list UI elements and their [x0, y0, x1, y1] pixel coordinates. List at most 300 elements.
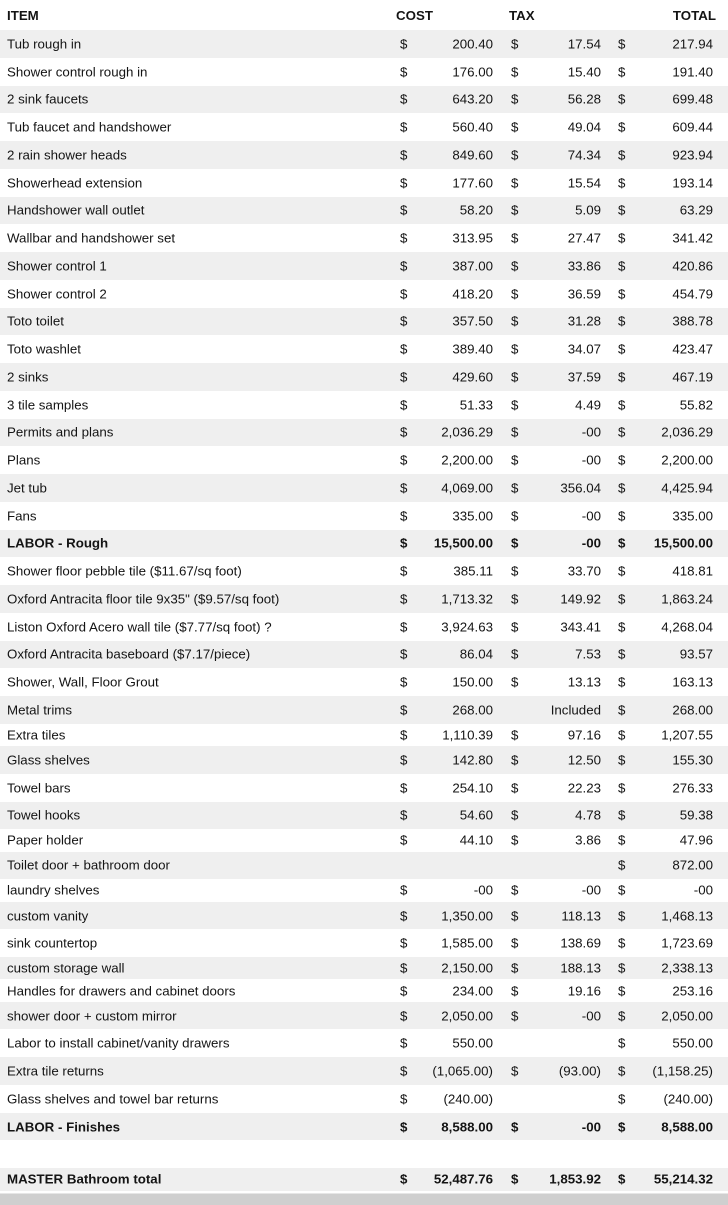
tax-currency: $: [511, 960, 519, 976]
table-row[interactable]: [0, 613, 728, 641]
total-currency: $: [618, 424, 626, 440]
tax-cell: 74.34: [567, 147, 601, 163]
table-row[interactable]: [0, 391, 728, 419]
table-row[interactable]: [0, 335, 728, 363]
cost-currency: $: [400, 1091, 408, 1107]
tax-currency: $: [511, 563, 519, 579]
item-cell: Extra tiles: [7, 727, 66, 743]
total-cell: 699.48: [672, 91, 713, 107]
cost-currency: $: [400, 508, 408, 524]
tax-cell: 7.53: [575, 646, 601, 662]
table-row[interactable]: [0, 557, 728, 585]
total-currency: $: [618, 341, 626, 357]
cost-currency: $: [400, 1008, 408, 1024]
tax-currency: $: [511, 202, 519, 218]
cost-cell: 385.11: [453, 563, 493, 579]
tax-cell: 17.54: [567, 36, 601, 52]
tax-cell: 356.04: [560, 480, 601, 496]
total-cell: 93.57: [679, 646, 713, 662]
cost-cell: 2,050.00: [441, 1008, 493, 1024]
total-currency: $: [618, 1091, 626, 1107]
total-cell: 4,425.94: [661, 480, 713, 496]
item-cell: Liston Oxford Acero wall tile ($7.77/sq foot) ?: [7, 619, 272, 635]
item-cell: 2 sink faucets: [7, 91, 89, 107]
cost-cell: 86.04: [459, 646, 493, 662]
tax-cell: 188.13: [560, 960, 601, 976]
table-row[interactable]: [0, 141, 728, 169]
tax-cell: 12.50: [567, 752, 601, 768]
tax-currency: $: [511, 591, 519, 607]
cost-currency: $: [400, 935, 408, 951]
table-row[interactable]: [0, 802, 728, 830]
cost-currency: $: [400, 424, 408, 440]
tax-currency: $: [511, 1008, 519, 1024]
cost-cell: 142.80: [452, 752, 493, 768]
cost-cell: 4,069.00: [441, 480, 493, 496]
total-currency: $: [618, 230, 626, 246]
item-cell: Shower control rough in: [7, 64, 148, 80]
item-cell: Glass shelves and towel bar returns: [7, 1091, 219, 1107]
item-cell: Shower, Wall, Floor Grout: [7, 674, 159, 690]
cost-cell: 176.00: [452, 64, 493, 80]
cost-cell: 1,585.00: [441, 935, 493, 951]
cost-currency: $: [400, 702, 408, 718]
total-currency: $: [618, 646, 626, 662]
total-currency: $: [618, 1035, 626, 1051]
item-cell: Towel bars: [7, 780, 71, 796]
total-currency: $: [618, 857, 626, 873]
cost-currency: $: [400, 535, 408, 551]
item-cell: Plans: [7, 452, 41, 468]
tax-cell: 4.49: [575, 397, 601, 413]
cost-cell: 2,150.00: [441, 960, 493, 976]
cost-cell: 1,350.00: [441, 908, 493, 924]
table-row[interactable]: [0, 929, 728, 957]
tax-cell: 34.07: [567, 341, 601, 357]
cost-cell: 3,924.63: [441, 619, 493, 635]
cost-currency: $: [400, 230, 408, 246]
item-cell: Labor to install cabinet/vanity drawers: [7, 1035, 230, 1051]
cost-cell: 357.50: [452, 313, 493, 329]
cost-currency: $: [400, 313, 408, 329]
cost-currency: $: [400, 452, 408, 468]
tax-currency: $: [511, 983, 519, 999]
cost-cell: 254.10: [452, 780, 493, 796]
tax-currency: $: [511, 480, 519, 496]
total-currency: $: [618, 508, 626, 524]
cost-cell: 268.00: [452, 702, 493, 718]
total-cell: 8,588.00: [661, 1119, 713, 1135]
table-row[interactable]: [0, 530, 728, 558]
cost-cell: 2,036.29: [441, 424, 493, 440]
tax-currency: $: [511, 619, 519, 635]
item-cell: custom vanity: [7, 908, 89, 924]
item-cell: shower door + custom mirror: [7, 1008, 177, 1024]
total-currency: $: [618, 397, 626, 413]
total-currency: $: [618, 563, 626, 579]
tax-currency: $: [511, 674, 519, 690]
cost-cell: 8,588.00: [441, 1119, 493, 1135]
total-currency: $: [618, 832, 626, 848]
cost-currency: $: [400, 563, 408, 579]
item-cell: Metal trims: [7, 702, 73, 718]
header-item: ITEM: [7, 8, 39, 23]
total-cell: 454.79: [672, 286, 713, 302]
total-currency: $: [618, 535, 626, 551]
item-cell: Handshower wall outlet: [7, 202, 145, 218]
tax-currency: $: [511, 64, 519, 80]
cost-cell: 234.00: [452, 983, 493, 999]
tax-currency: $: [511, 175, 519, 191]
table-row[interactable]: [0, 1002, 728, 1030]
total-cell: 55,214.32: [653, 1171, 713, 1187]
tax-cell: 37.59: [567, 369, 601, 385]
header-total: TOTAL: [672, 8, 716, 23]
cost-currency: $: [400, 175, 408, 191]
table-row[interactable]: [0, 446, 728, 474]
item-cell: Toilet door + bathroom door: [7, 857, 170, 873]
item-cell: Toto toilet: [7, 313, 64, 329]
item-cell: Shower control 1: [7, 258, 107, 274]
total-currency: $: [618, 807, 626, 823]
total-currency: $: [618, 960, 626, 976]
total-currency: $: [618, 619, 626, 635]
cost-cell: 389.40: [452, 341, 493, 357]
tax-cell: 22.23: [567, 780, 601, 796]
total-currency: $: [618, 591, 626, 607]
total-cell: 609.44: [672, 119, 713, 135]
table-row[interactable]: [0, 30, 728, 58]
total-currency: $: [618, 64, 626, 80]
tax-cell: 97.16: [567, 727, 601, 743]
tax-cell: 27.47: [567, 230, 601, 246]
cost-cell: 418.20: [452, 286, 493, 302]
total-currency: $: [618, 452, 626, 468]
table-row[interactable]: [0, 280, 728, 308]
cost-cell: 54.60: [459, 807, 493, 823]
table-row[interactable]: [0, 363, 728, 391]
total-currency: $: [618, 369, 626, 385]
total-currency: $: [618, 1008, 626, 1024]
tax-currency: $: [511, 1063, 519, 1079]
cost-cell: 51.33: [459, 397, 493, 413]
cost-currency: $: [400, 147, 408, 163]
header-tax: TAX: [509, 8, 535, 23]
total-currency: $: [618, 258, 626, 274]
tax-cell: 1,853.92: [549, 1171, 601, 1187]
cost-currency: $: [400, 882, 408, 898]
total-currency: $: [618, 119, 626, 135]
item-cell: Tub rough in: [7, 36, 82, 52]
item-cell: 3 tile samples: [7, 397, 89, 413]
item-cell: sink countertop: [7, 935, 98, 951]
tax-cell: 19.16: [567, 983, 601, 999]
total-currency: $: [618, 674, 626, 690]
horizontal-scrollbar[interactable]: [0, 1193, 728, 1205]
table-row[interactable]: [0, 746, 728, 774]
total-currency: $: [618, 780, 626, 796]
total-currency: $: [618, 752, 626, 768]
total-currency: $: [618, 480, 626, 496]
tax-currency: $: [511, 397, 519, 413]
total-currency: $: [618, 702, 626, 718]
cost-cell: 150.00: [452, 674, 493, 690]
tax-currency: $: [511, 807, 519, 823]
total-cell: 191.40: [672, 64, 713, 80]
cost-currency: $: [400, 674, 408, 690]
cost-cell: 849.60: [452, 147, 493, 163]
total-cell: 4,268.04: [661, 619, 713, 635]
tax-cell: -00: [581, 508, 601, 524]
total-cell: 55.82: [679, 397, 713, 413]
item-cell: Oxford Antracita baseboard ($7.17/piece): [7, 646, 251, 662]
tax-currency: $: [511, 535, 519, 551]
total-cell: 193.14: [672, 175, 713, 191]
table-row[interactable]: [0, 1113, 728, 1141]
item-cell: Tub faucet and handshower: [7, 119, 172, 135]
total-cell: 467.19: [672, 369, 713, 385]
cost-currency: $: [400, 1171, 408, 1187]
table-row[interactable]: [0, 724, 728, 746]
cost-currency: $: [400, 286, 408, 302]
tax-cell: (93.00): [558, 1063, 601, 1079]
cost-currency: $: [400, 619, 408, 635]
item-cell: Glass shelves: [7, 752, 90, 768]
item-cell: custom storage wall: [7, 960, 125, 976]
tax-currency: $: [511, 727, 519, 743]
cost-cell: 643.20: [452, 91, 493, 107]
tax-currency: $: [511, 452, 519, 468]
total-cell: 2,200.00: [661, 452, 713, 468]
tax-currency: $: [511, 258, 519, 274]
tax-cell: 49.04: [567, 119, 601, 135]
table-row[interactable]: [0, 419, 728, 447]
total-cell: 2,338.13: [661, 960, 713, 976]
table-row[interactable]: [0, 58, 728, 86]
total-cell: 923.94: [672, 147, 713, 163]
total-cell: 217.94: [672, 36, 713, 52]
item-cell: Shower floor pebble tile ($11.67/sq foot): [7, 563, 242, 579]
cost-currency: $: [400, 258, 408, 274]
item-cell: Jet tub: [7, 480, 47, 496]
table-header: [0, 0, 728, 30]
item-cell: Toto washlet: [7, 341, 81, 357]
tax-cell: 31.28: [567, 313, 601, 329]
cost-cell: 52,487.76: [433, 1171, 493, 1187]
tax-currency: $: [511, 341, 519, 357]
cost-cell: 335.00: [452, 508, 493, 524]
tax-cell: 4.78: [575, 807, 601, 823]
table-row[interactable]: [0, 879, 728, 901]
tax-cell: -00: [581, 882, 601, 898]
total-cell: -00: [693, 882, 713, 898]
tax-cell: 5.09: [575, 202, 601, 218]
cost-currency: $: [400, 1035, 408, 1051]
item-cell: Towel hooks: [7, 807, 81, 823]
table-row[interactable]: [0, 224, 728, 252]
cost-currency: $: [400, 202, 408, 218]
tax-cell: -00: [581, 1008, 601, 1024]
cost-currency: $: [400, 91, 408, 107]
tax-cell: 15.40: [567, 64, 601, 80]
total-currency: $: [618, 286, 626, 302]
total-currency: $: [618, 908, 626, 924]
table-row[interactable]: [0, 308, 728, 336]
cost-cell: 387.00: [452, 258, 493, 274]
item-cell: 2 rain shower heads: [7, 147, 127, 163]
tax-currency: $: [511, 832, 519, 848]
total-currency: $: [618, 91, 626, 107]
tax-cell: 3.86: [575, 832, 601, 848]
table-row[interactable]: [0, 585, 728, 613]
tax-currency: $: [511, 369, 519, 385]
table-row[interactable]: [0, 852, 728, 880]
item-cell: LABOR - Rough: [7, 535, 109, 551]
total-currency: $: [618, 727, 626, 743]
tax-cell: Included: [550, 702, 601, 718]
total-cell: 47.96: [679, 832, 713, 848]
tax-cell: -00: [581, 535, 601, 551]
blank-row[interactable]: [0, 1140, 728, 1168]
total-cell: 15,500.00: [653, 535, 713, 551]
item-cell: Paper holder: [7, 832, 84, 848]
item-cell: Shower control 2: [7, 286, 107, 302]
cost-currency: $: [400, 1063, 408, 1079]
table-row[interactable]: [0, 1168, 728, 1190]
total-cell: (240.00): [663, 1091, 713, 1107]
tax-currency: $: [511, 230, 519, 246]
cost-currency: $: [400, 1119, 408, 1135]
total-cell: 1,863.24: [661, 591, 713, 607]
tax-currency: $: [511, 882, 519, 898]
item-cell: Extra tile returns: [7, 1063, 104, 1079]
cost-cell: 15,500.00: [433, 535, 493, 551]
table-row[interactable]: [0, 696, 728, 724]
table-row[interactable]: [0, 1057, 728, 1085]
total-cell: 163.13: [672, 674, 713, 690]
cost-cell: (240.00): [443, 1091, 493, 1107]
total-cell: 423.47: [672, 341, 713, 357]
table-row[interactable]: [0, 668, 728, 696]
total-currency: $: [618, 313, 626, 329]
table-row[interactable]: [0, 169, 728, 197]
tax-currency: $: [511, 646, 519, 662]
total-cell: 550.00: [672, 1035, 713, 1051]
total-cell: 2,036.29: [661, 424, 713, 440]
cost-cell: 429.60: [452, 369, 493, 385]
cost-cell: 58.20: [459, 202, 493, 218]
cost-currency: $: [400, 752, 408, 768]
table-row[interactable]: [0, 902, 728, 930]
cost-table: [0, 30, 728, 1191]
table-row[interactable]: [0, 641, 728, 669]
table-row[interactable]: [0, 113, 728, 141]
table-row[interactable]: [0, 957, 728, 979]
tax-cell: -00: [581, 424, 601, 440]
cost-currency: $: [400, 646, 408, 662]
table-row[interactable]: [0, 774, 728, 802]
tax-cell: 118.13: [561, 908, 601, 924]
table-row[interactable]: [0, 474, 728, 502]
tax-cell: 343.41: [560, 619, 601, 635]
total-currency: $: [618, 36, 626, 52]
table-row[interactable]: [0, 829, 728, 851]
total-cell: 253.16: [672, 983, 713, 999]
cost-currency: $: [400, 341, 408, 357]
cost-cell: 550.00: [452, 1035, 493, 1051]
cost-currency: $: [400, 480, 408, 496]
tax-currency: $: [511, 424, 519, 440]
cost-cell: 200.40: [452, 36, 493, 52]
tax-cell: 15.54: [567, 175, 601, 191]
cost-currency: $: [400, 727, 408, 743]
cost-cell: (1,065.00): [432, 1063, 493, 1079]
cost-currency: $: [400, 832, 408, 848]
total-cell: 388.78: [672, 313, 713, 329]
tax-cell: 33.70: [567, 563, 601, 579]
total-cell: 418.81: [672, 563, 713, 579]
total-cell: 2,050.00: [661, 1008, 713, 1024]
tax-currency: $: [511, 91, 519, 107]
cost-cell: 1,110.39: [442, 727, 493, 743]
table-row[interactable]: [0, 1029, 728, 1057]
cost-currency: $: [400, 960, 408, 976]
total-cell: 335.00: [672, 508, 713, 524]
table-row[interactable]: [0, 86, 728, 114]
item-cell: Permits and plans: [7, 424, 114, 440]
total-currency: $: [618, 935, 626, 951]
total-currency: $: [618, 882, 626, 898]
item-cell: MASTER Bathroom total: [7, 1171, 162, 1187]
table-row[interactable]: [0, 979, 728, 1001]
total-currency: $: [618, 202, 626, 218]
tax-currency: $: [511, 286, 519, 302]
tax-currency: $: [511, 935, 519, 951]
table-row[interactable]: [0, 502, 728, 530]
total-cell: 1,723.69: [661, 935, 713, 951]
tax-cell: -00: [581, 1119, 601, 1135]
cost-cell: 177.60: [452, 175, 493, 191]
cost-cell: 2,200.00: [441, 452, 493, 468]
cost-currency: $: [400, 591, 408, 607]
total-cell: 420.86: [672, 258, 713, 274]
tax-cell: 56.28: [567, 91, 601, 107]
tax-currency: $: [511, 147, 519, 163]
item-cell: LABOR - Finishes: [7, 1119, 121, 1135]
tax-cell: 36.59: [567, 286, 601, 302]
table-row[interactable]: [0, 252, 728, 280]
total-currency: $: [618, 1119, 626, 1135]
item-cell: Fans: [7, 508, 37, 524]
cost-currency: $: [400, 64, 408, 80]
total-cell: 1,468.13: [661, 908, 713, 924]
table-row[interactable]: [0, 197, 728, 225]
tax-cell: -00: [581, 452, 601, 468]
tax-currency: $: [511, 780, 519, 796]
item-cell: Showerhead extension: [7, 175, 143, 191]
total-cell: 155.30: [672, 752, 713, 768]
total-cell: 872.00: [672, 857, 713, 873]
total-cell: 59.38: [679, 807, 713, 823]
total-currency: $: [618, 147, 626, 163]
cost-currency: $: [400, 908, 408, 924]
total-currency: $: [618, 1063, 626, 1079]
cost-currency: $: [400, 397, 408, 413]
item-cell: laundry shelves: [7, 882, 100, 898]
table-row[interactable]: [0, 1085, 728, 1113]
header-cost: COST: [396, 8, 433, 23]
tax-cell: 138.69: [560, 935, 601, 951]
